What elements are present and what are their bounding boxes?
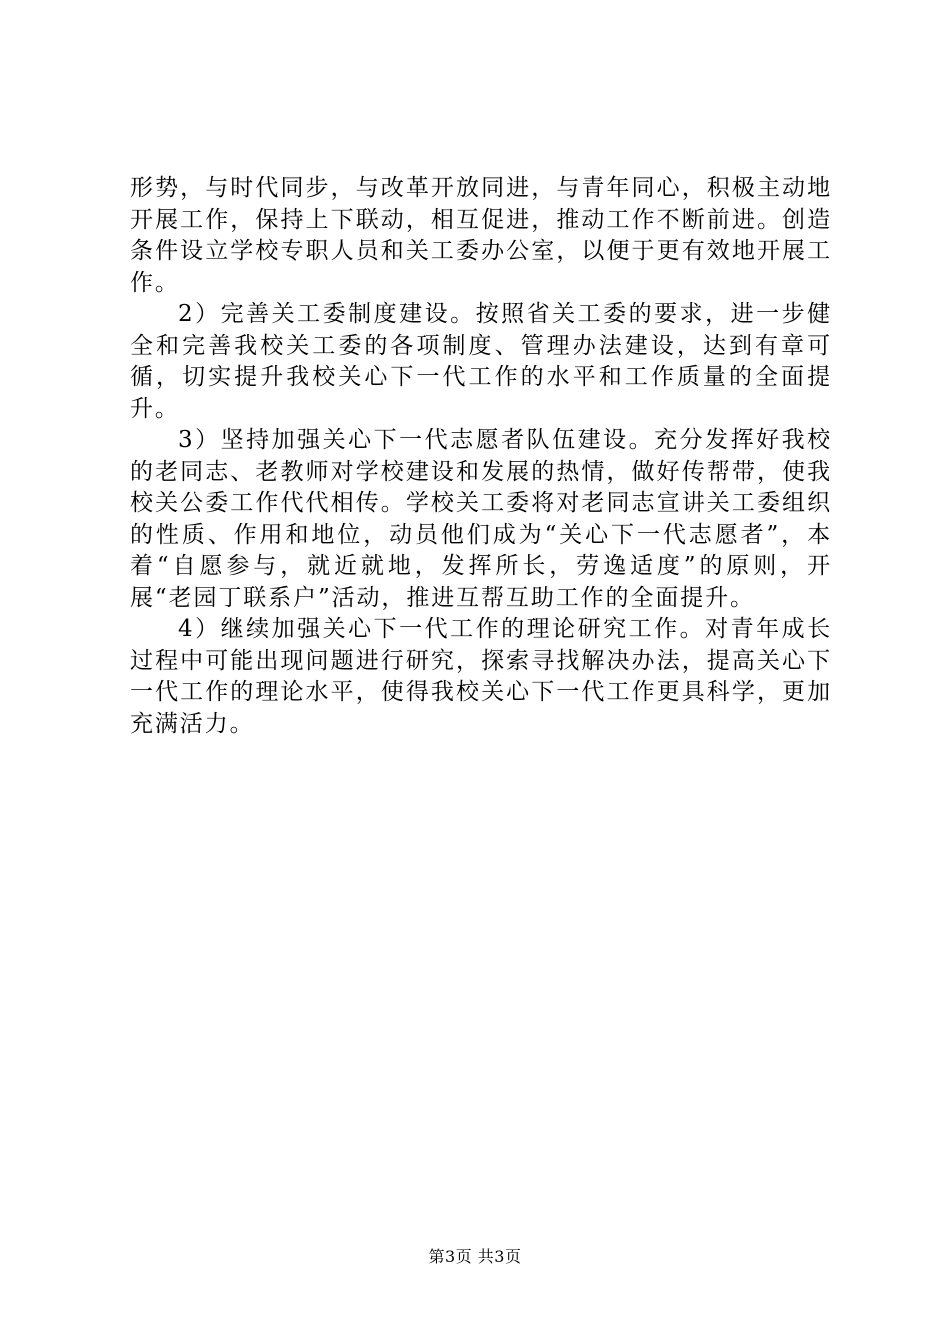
paragraph-item-3: 3）坚持加强关心下一代志愿者队伍建设。充分发挥好我校的老同志、老教师对学校建设和发展的热情，做好传帮带，使我校关公委工作代代相传。学校关工委将对老同志宣讲关工委组织的性质、作用和地位，动员他们成为“关心下一代志愿者”，本着“自愿参与，就近就地，发挥所长，劳逸适度”的原则，开展“老园丁联系户”活动，推进互帮互助工作的全面提升。 — [130, 427, 832, 611]
paragraph-item-4: 4）继续加强关心下一代工作的理论研究工作。对青年成长过程中可能出现问题进行研究，探索寻找解决办法，提高关心下一代工作的理论水平，使得我校关心下一代工作更具科学，更加充满活力。 — [130, 616, 832, 737]
document-body — [130, 173, 832, 740]
paragraph-item-2: 2）完善关工委制度建设。按照省关工委的要求，进一步健全和完善我校关工委的各项制度、管理办法建设，达到有章可循，切实提升我校关心下一代工作的水平和工作质量的全面提升。 — [130, 301, 832, 422]
page-number-footer: 第3页 共3页 — [428, 1247, 522, 1266]
paragraph-continuation: 形势，与时代同步，与改革开放同进，与青年同心，积极主动地开展工作，保持上下联动，相互促进，推动工作不断前进。创造条件设立学校专职人员和关工委办公室，以便于更有效地开展工作。 — [130, 175, 832, 296]
